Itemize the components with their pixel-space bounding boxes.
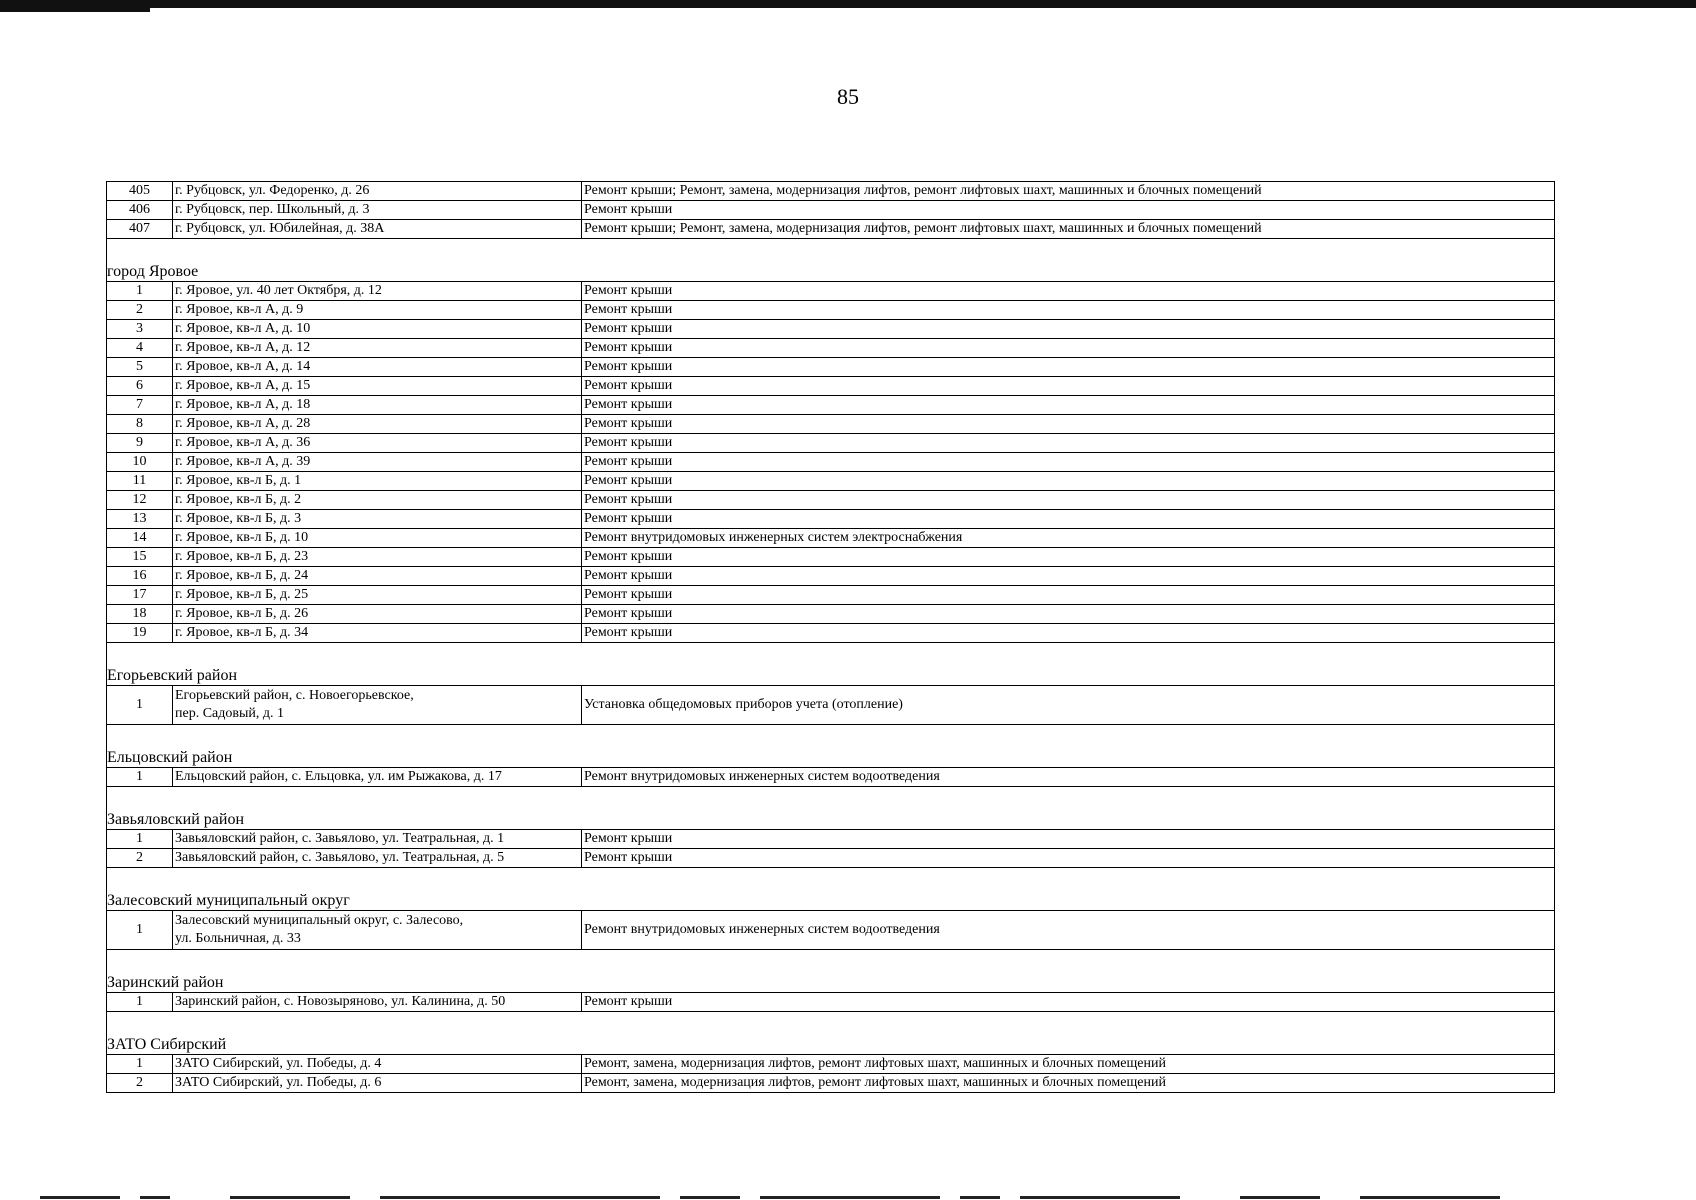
row-number: 9 (107, 434, 173, 453)
row-number: 10 (107, 453, 173, 472)
section-spacer (107, 1012, 1555, 1035)
table-row (107, 415, 1555, 434)
row-number: 5 (107, 358, 173, 377)
row-address: Ельцовский район, с. Ельцовка, ул. им Рыжакова, д. 17 (173, 768, 582, 787)
row-address: г. Яровое, кв-л А, д. 36 (173, 434, 582, 453)
table-row (107, 1074, 1555, 1093)
row-number: 8 (107, 415, 173, 434)
row-work: Ремонт крыши (582, 339, 1555, 358)
row-work: Ремонт крыши (582, 624, 1555, 643)
row-address: г. Яровое, кв-л Б, д. 2 (173, 491, 582, 510)
table-row (107, 396, 1555, 415)
group-heading (107, 747, 1555, 768)
row-number: 1 (107, 768, 173, 787)
group-heading (107, 972, 1555, 993)
row-work: Ремонт, замена, модернизация лифтов, ремонт лифтовых шахт, машинных и блочных помещений (582, 1074, 1555, 1093)
row-address (173, 686, 582, 725)
row-number: 15 (107, 548, 173, 567)
row-address: Заринский район, с. Новозыряново, ул. Калинина, д. 50 (173, 993, 582, 1012)
row-work: Ремонт крыши (582, 849, 1555, 868)
table-row (107, 624, 1555, 643)
row-work: Ремонт крыши (582, 472, 1555, 491)
row-work: Ремонт крыши; Ремонт, замена, модернизация лифтов, ремонт лифтовых шахт, машинных и блочных помещений (582, 182, 1555, 201)
table-row (107, 220, 1555, 239)
row-number: 1 (107, 911, 173, 950)
row-number: 1 (107, 830, 173, 849)
works-table-container (106, 181, 1554, 1093)
row-address: Завьяловский район, с. Завьялово, ул. Театральная, д. 1 (173, 830, 582, 849)
row-number: 14 (107, 529, 173, 548)
row-work: Ремонт крыши (582, 377, 1555, 396)
table-row (107, 358, 1555, 377)
group-title: ЗАТО Сибирский (107, 1034, 1555, 1055)
row-address-line-2: ул. Больничная, д. 33 (175, 931, 301, 946)
row-address: г. Рубцовск, ул. Юбилейная, д. 38А (173, 220, 582, 239)
row-number: 17 (107, 586, 173, 605)
table-row (107, 320, 1555, 339)
table-row (107, 301, 1555, 320)
table-row (107, 529, 1555, 548)
table-row (107, 567, 1555, 586)
table-row (107, 605, 1555, 624)
group-heading (107, 1034, 1555, 1055)
row-address: Завьяловский район, с. Завьялово, ул. Театральная, д. 5 (173, 849, 582, 868)
table-row (107, 434, 1555, 453)
group-title: Егорьевский район (107, 665, 1555, 686)
row-number: 2 (107, 301, 173, 320)
table-row (107, 491, 1555, 510)
table-row (107, 768, 1555, 787)
row-address: г. Яровое, кв-л Б, д. 34 (173, 624, 582, 643)
row-address-line-1: Егорьевский район, с. Новоегорьевское, (175, 688, 414, 703)
row-number: 11 (107, 472, 173, 491)
group-title: Завьяловский район (107, 809, 1555, 830)
scan-edge-top (0, 0, 1696, 8)
table-row (107, 548, 1555, 567)
page-number: 85 (837, 84, 859, 109)
group-heading (107, 261, 1555, 282)
section-spacer (107, 239, 1555, 262)
row-address: г. Яровое, кв-л А, д. 10 (173, 320, 582, 339)
row-address: г. Яровое, кв-л Б, д. 25 (173, 586, 582, 605)
row-address: г. Рубцовск, пер. Школьный, д. 3 (173, 201, 582, 220)
row-work: Ремонт крыши (582, 567, 1555, 586)
row-address (173, 911, 582, 950)
row-number: 3 (107, 320, 173, 339)
table-row (107, 282, 1555, 301)
row-work: Ремонт крыши; Ремонт, замена, модернизация лифтов, ремонт лифтовых шахт, машинных и блочных помещений (582, 220, 1555, 239)
row-address-line-2: пер. Садовый, д. 1 (175, 706, 285, 721)
row-number: 4 (107, 339, 173, 358)
row-address: г. Яровое, ул. 40 лет Октября, д. 12 (173, 282, 582, 301)
row-work: Ремонт крыши (582, 320, 1555, 339)
row-work: Ремонт крыши (582, 396, 1555, 415)
row-address: ЗАТО Сибирский, ул. Победы, д. 4 (173, 1055, 582, 1074)
group-heading (107, 809, 1555, 830)
table-row (107, 830, 1555, 849)
row-number: 1 (107, 1055, 173, 1074)
table-row (107, 453, 1555, 472)
row-address: г. Яровое, кв-л Б, д. 10 (173, 529, 582, 548)
row-work: Ремонт внутридомовых инженерных систем водоотведения (582, 768, 1555, 787)
row-work: Ремонт крыши (582, 434, 1555, 453)
table-row (107, 586, 1555, 605)
row-work: Установка общедомовых приборов учета (отопление) (582, 686, 1555, 725)
row-number: 2 (107, 1074, 173, 1093)
row-number: 18 (107, 605, 173, 624)
table-row (107, 472, 1555, 491)
row-work: Ремонт крыши (582, 301, 1555, 320)
table-row (107, 201, 1555, 220)
row-number: 7 (107, 396, 173, 415)
row-address: г. Яровое, кв-л А, д. 14 (173, 358, 582, 377)
section-spacer (107, 950, 1555, 973)
table-row (107, 849, 1555, 868)
row-work: Ремонт крыши (582, 548, 1555, 567)
row-work: Ремонт крыши (582, 491, 1555, 510)
row-work: Ремонт крыши (582, 586, 1555, 605)
row-work: Ремонт крыши (582, 510, 1555, 529)
row-number: 16 (107, 567, 173, 586)
scan-edge-bottom (40, 1196, 1640, 1200)
table-row (107, 377, 1555, 396)
group-title: Ельцовский район (107, 747, 1555, 768)
group-heading (107, 665, 1555, 686)
group-title: город Яровое (107, 261, 1555, 282)
table-row (107, 1055, 1555, 1074)
row-work: Ремонт крыши (582, 830, 1555, 849)
row-number: 6 (107, 377, 173, 396)
section-spacer (107, 787, 1555, 810)
table-row (107, 510, 1555, 529)
table-row (107, 911, 1555, 950)
group-title: Заринский район (107, 972, 1555, 993)
table-row (107, 993, 1555, 1012)
table-row (107, 686, 1555, 725)
row-work: Ремонт, замена, модернизация лифтов, ремонт лифтовых шахт, машинных и блочных помещений (582, 1055, 1555, 1074)
section-spacer (107, 643, 1555, 666)
row-address: г. Яровое, кв-л Б, д. 24 (173, 567, 582, 586)
row-number: 13 (107, 510, 173, 529)
row-address: ЗАТО Сибирский, ул. Победы, д. 6 (173, 1074, 582, 1093)
row-work: Ремонт крыши (582, 453, 1555, 472)
row-address: г. Яровое, кв-л Б, д. 1 (173, 472, 582, 491)
row-number: 407 (107, 220, 173, 239)
row-address: г. Яровое, кв-л А, д. 28 (173, 415, 582, 434)
section-spacer (107, 725, 1555, 748)
row-address: г. Яровое, кв-л А, д. 9 (173, 301, 582, 320)
group-title: Залесовский муниципальный округ (107, 890, 1555, 911)
scan-edge-top-left (0, 6, 150, 12)
row-address: г. Яровое, кв-л Б, д. 26 (173, 605, 582, 624)
section-spacer (107, 868, 1555, 891)
row-address: г. Яровое, кв-л А, д. 39 (173, 453, 582, 472)
row-number: 2 (107, 849, 173, 868)
row-work: Ремонт крыши (582, 358, 1555, 377)
row-number: 1 (107, 993, 173, 1012)
row-work: Ремонт крыши (582, 993, 1555, 1012)
table-row (107, 182, 1555, 201)
row-number: 406 (107, 201, 173, 220)
group-heading (107, 890, 1555, 911)
row-address: г. Рубцовск, ул. Федоренко, д. 26 (173, 182, 582, 201)
row-work: Ремонт крыши (582, 201, 1555, 220)
row-work: Ремонт крыши (582, 605, 1555, 624)
row-work: Ремонт крыши (582, 415, 1555, 434)
row-address: г. Яровое, кв-л А, д. 12 (173, 339, 582, 358)
table-row (107, 339, 1555, 358)
row-number: 19 (107, 624, 173, 643)
row-number: 405 (107, 182, 173, 201)
row-number: 1 (107, 282, 173, 301)
row-address: г. Яровое, кв-л А, д. 15 (173, 377, 582, 396)
row-number: 12 (107, 491, 173, 510)
row-number: 1 (107, 686, 173, 725)
row-work: Ремонт крыши (582, 282, 1555, 301)
row-work: Ремонт внутридомовых инженерных систем электроснабжения (582, 529, 1555, 548)
row-address: г. Яровое, кв-л А, д. 18 (173, 396, 582, 415)
row-address: г. Яровое, кв-л Б, д. 23 (173, 548, 582, 567)
row-address-line-1: Залесовский муниципальный округ, с. Залесово, (175, 913, 464, 928)
row-work: Ремонт внутридомовых инженерных систем водоотведения (582, 911, 1555, 950)
works-table (106, 181, 1555, 1093)
row-address: г. Яровое, кв-л Б, д. 3 (173, 510, 582, 529)
